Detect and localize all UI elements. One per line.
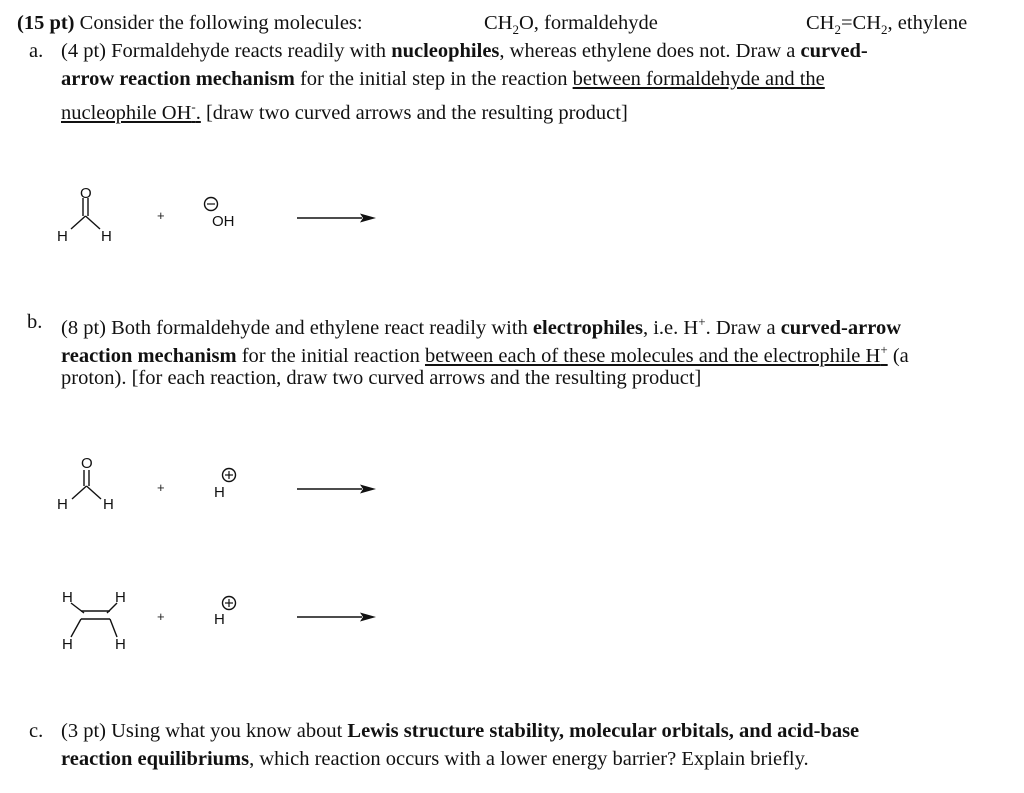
part-b-line-1: (8 pt) Both formaldehyde and ethylene react readily with electrophiles, i.e. H+. Draw a curved-arrow (61, 314, 902, 339)
header-text: Consider the following molecules: (79, 12, 363, 34)
part-b-line-3: proton). [for each reaction, draw two curved arrows and the resulting product] (61, 367, 702, 389)
ethylene-h3: H (62, 636, 73, 653)
proton-1: H (214, 484, 225, 501)
points-label: (15 pt) (17, 12, 75, 34)
reaction-arrow-2 (360, 485, 376, 494)
reaction-arrow-3 (360, 613, 376, 622)
hydrogen-atom-a1: H (57, 228, 68, 245)
ethylene-h2: H (115, 589, 126, 606)
part-c-line-1: (3 pt) Using what you know about Lewis structure stability, molecular orbitals, and acid-base (61, 720, 860, 742)
part-b-label: b. (27, 311, 43, 333)
oxygen-atom-a: O (80, 185, 92, 202)
part-b-line-2: reaction mechanism for the initial reaction between each of these molecules and the electrophile H+ (a (61, 342, 909, 367)
ethylene-h1: H (62, 589, 73, 606)
oxygen-atom-b: O (81, 455, 93, 472)
ethylene-h4: H (115, 636, 126, 653)
formaldehyde-formula: $CH_2O$, formaldehyde (484, 12, 658, 38)
part-c-label: c. (29, 720, 44, 742)
formaldehyde-bonds-a (71, 198, 100, 229)
hydrogen-atom-b2: H (103, 496, 114, 513)
hydrogen-atom-a2: H (101, 228, 112, 245)
reaction-arrow-1 (360, 214, 376, 223)
plus-sign-b2: + (157, 609, 165, 624)
plus-sign-b1: + (157, 480, 165, 495)
part-a-line-1: (4 pt) Formaldehyde reacts readily with nucleophiles, whereas ethylene does not. Draw a curved- (61, 40, 868, 62)
part-a-line-3: nucleophile OH-. [draw two curved arrows and the resulting product] (61, 99, 628, 124)
proton-2: H (214, 611, 225, 628)
ethylene-formula: $CH_2=CH_2$, ethylene (806, 12, 968, 38)
part-c-line-2: reaction equilibriums, which reaction occurs with a lower energy barrier? Explain briefly. (61, 748, 809, 770)
hydroxide-ion: OH (212, 213, 235, 230)
ethylene-bonds (71, 603, 117, 637)
formaldehyde-bonds-b (72, 470, 101, 499)
part-a-line-2: arrow reaction mechanism for the initial step in the reaction between formaldehyde and the (61, 68, 825, 90)
part-a-label: a. (29, 40, 44, 62)
hydrogen-atom-b1: H (57, 496, 68, 513)
plus-sign-a: + (157, 208, 165, 223)
